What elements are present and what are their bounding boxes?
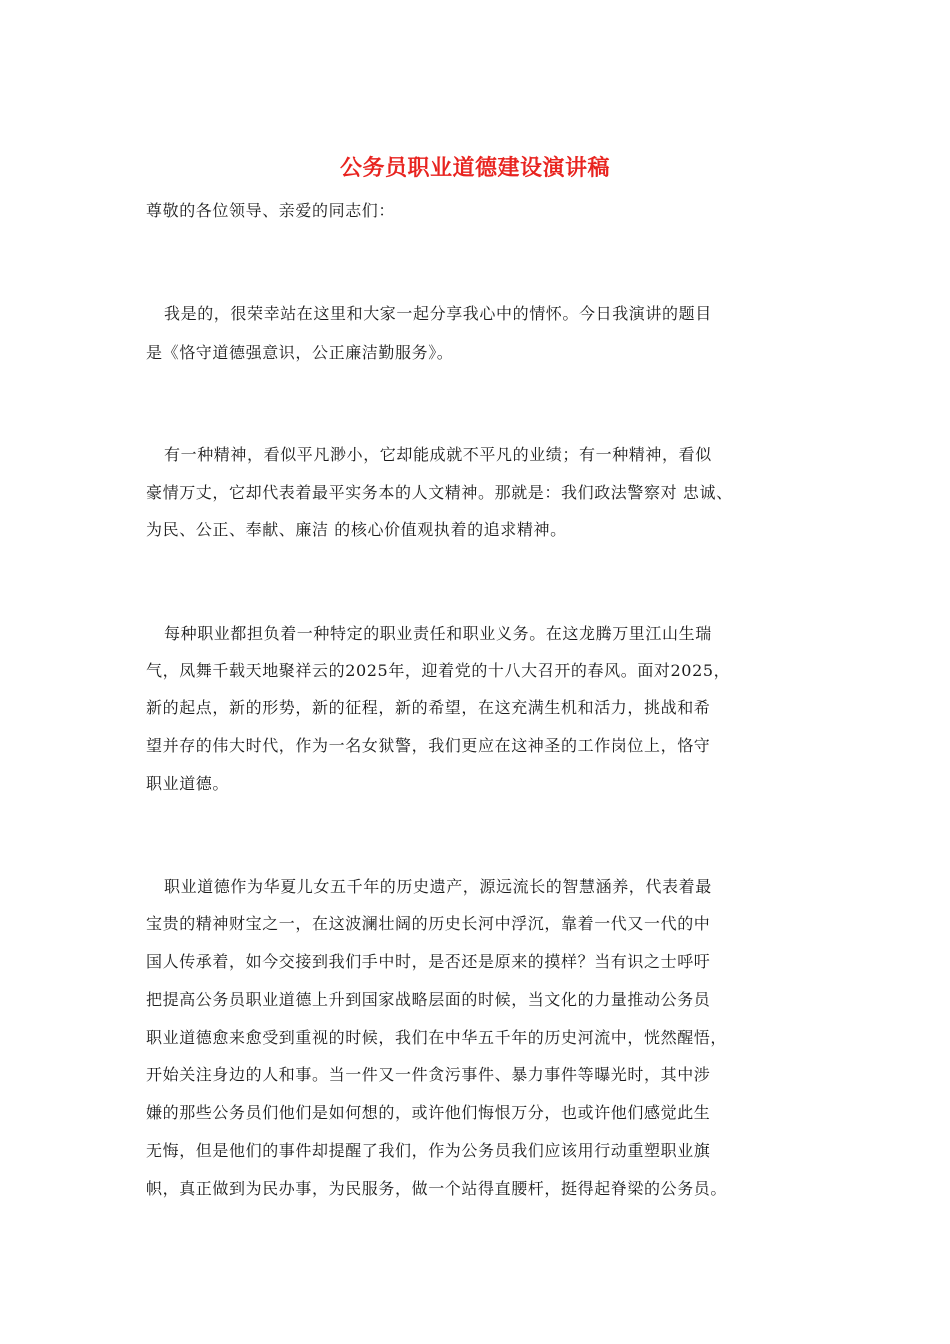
paragraph-line: 国人传承着，如今交接到我们手中时，是否还是原来的摸样？当有识之士呼吁 — [146, 952, 711, 971]
paragraph-line: 气，凤舞千载天地聚祥云的2025年，迎着党的十八大召开的春风。面对2025， — [146, 661, 731, 680]
paragraph-line: 望并存的伟大时代，作为一名女狱警，我们更应在这神圣的工作岗位上，恪守 — [146, 736, 711, 755]
paragraph-line: 宝贵的精神财宝之一，在这波澜壮阔的历史长河中浮沉，靠着一代又一代的中 — [146, 914, 711, 933]
paragraph-line: 为民、公正、奉献、廉洁 的核心价值观执着的追求精神。 — [146, 520, 567, 539]
paragraph-line: 新的起点，新的形势，新的征程，新的希望，在这充满生机和活力，挑战和希 — [146, 698, 711, 717]
paragraph-line: 有一种精神，看似平凡渺小，它却能成就不平凡的业绩；有一种精神，看似 — [164, 445, 712, 464]
paragraph-line: 职业道德作为华夏儿女五千年的历史遗产，源远流长的智慧涵养，代表着最 — [164, 877, 712, 896]
paragraph-line: 是《恪守道德强意识，公正廉洁勤服务》。 — [146, 343, 454, 362]
paragraph-line: 豪情万丈，它却代表着最平实务本的人文精神。那就是：我们政法警察对 忠诚、 — [146, 483, 733, 502]
paragraph-line: 职业道德愈来愈受到重视的时候，我们在中华五千年的历史河流中，恍然醒悟， — [146, 1028, 728, 1047]
paragraph-line: 我是的，很荣幸站在这里和大家一起分享我心中的情怀。今日我演讲的题目 — [164, 304, 712, 323]
paragraph-line: 职业道德。 — [146, 774, 230, 793]
paragraph-line: 无悔，但是他们的事件却提醒了我们，作为公务员我们应该用行动重塑职业旗 — [146, 1141, 711, 1160]
paragraph-line: 把提高公务员职业道德上升到国家战略层面的时候，当文化的力量推动公务员 — [146, 990, 711, 1009]
paragraph-line: 嫌的那些公务员们他们是如何想的，或许他们悔恨万分，也或许他们感觉此生 — [146, 1103, 711, 1122]
paragraph-line: 帜，真正做到为民办事，为民服务，做一个站得直腰杆，挺得起脊梁的公务员。 — [146, 1179, 728, 1198]
document-title: 公务员职业道德建设演讲稿 — [339, 155, 610, 181]
paragraph-line: 开始关注身边的人和事。当一件又一件贪污事件、暴力事件等曝光时，其中涉 — [146, 1065, 711, 1084]
salutation: 尊敬的各位领导、亲爱的同志们： — [146, 201, 396, 220]
paragraph-line: 每种职业都担负着一种特定的职业责任和职业义务。在这龙腾万里江山生瑞 — [164, 624, 712, 643]
